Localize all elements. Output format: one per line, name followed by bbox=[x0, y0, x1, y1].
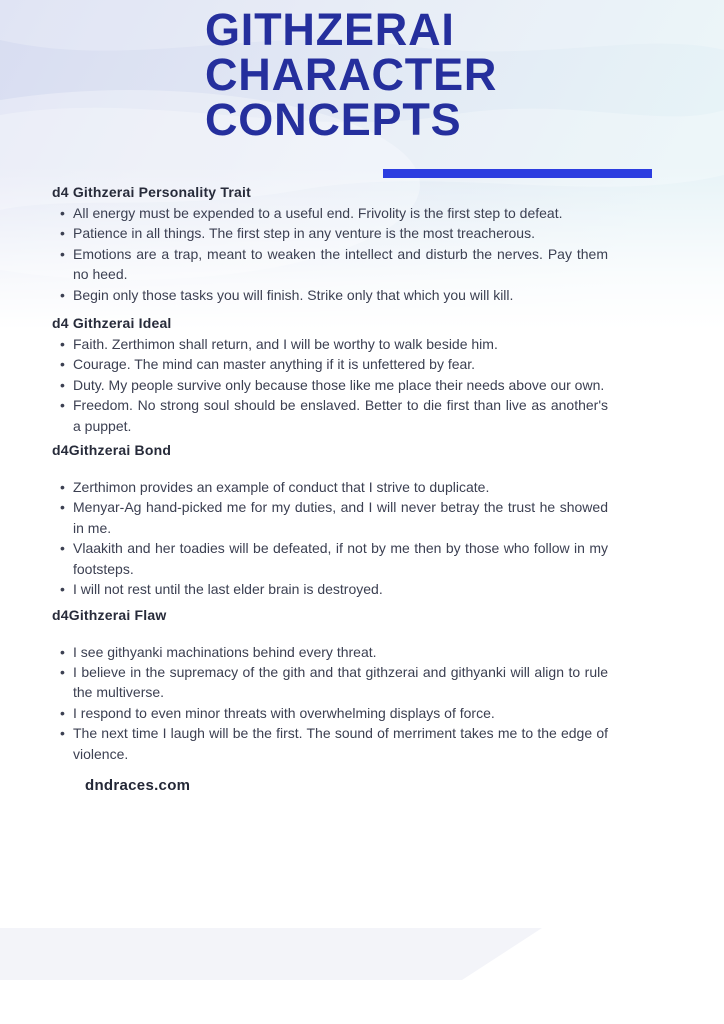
title-underline-bar bbox=[383, 169, 652, 178]
list-item: • Vlaakith and her toadies will be defeated, if not by me then by those who follow in my footsteps. bbox=[52, 538, 608, 579]
list-item: • Zerthimon provides an example of conduct that I strive to duplicate. bbox=[52, 477, 608, 497]
list-item: • I respond to even minor threats with overwhelming displays of force. bbox=[52, 703, 608, 723]
list-item: • Courage. The mind can master anything if it is unfettered by fear. bbox=[52, 354, 608, 374]
section-ideal bbox=[52, 313, 608, 436]
list-item: • Begin only those tasks you will finish. Strike only that which you will kill. bbox=[52, 285, 608, 305]
section-flaw bbox=[52, 605, 608, 764]
bullet-list-ideal bbox=[52, 334, 608, 436]
section-heading-bond: d4Githzerai Bond bbox=[52, 442, 172, 459]
bullet-list-bond bbox=[52, 477, 608, 599]
footer-brand: dndraces.com bbox=[85, 776, 191, 794]
section-heading-personality-trait: d4 Githzerai Personality Trait bbox=[52, 184, 251, 200]
bullet-list-flaw bbox=[52, 642, 608, 764]
document-content bbox=[52, 182, 608, 796]
list-item: • I see githyanki machinations behind every threat. bbox=[52, 642, 608, 662]
list-item: • I will not rest until the last elder brain is destroyed. bbox=[52, 579, 608, 599]
list-item: • Menyar-Ag hand-picked me for my duties, and I will never betray the trust he showed in me. bbox=[52, 497, 608, 538]
list-item: • Patience in all things. The first step in any venture is the most treacherous. bbox=[52, 223, 608, 243]
list-item: • The next time I laugh will be the first. The sound of merriment takes me to the edge of violence. bbox=[52, 723, 608, 764]
section-personality-trait bbox=[52, 182, 608, 305]
list-item: • Faith. Zerthimon shall return, and I will be worthy to walk beside him. bbox=[52, 334, 608, 354]
list-item: • Duty. My people survive only because those like me place their needs above our own. bbox=[52, 375, 608, 395]
list-item: • All energy must be expended to a useful end. Frivolity is the first step to defeat. bbox=[52, 203, 608, 223]
page-title bbox=[205, 4, 498, 145]
section-bond bbox=[52, 440, 608, 599]
page-title-line-1: GITHZERAI bbox=[205, 4, 455, 55]
bottom-accent-band bbox=[0, 928, 542, 980]
list-item: • Emotions are a trap, meant to weaken the intellect and disturb the nerves. Pay them no heed. bbox=[52, 244, 608, 285]
section-heading-flaw: d4Githzerai Flaw bbox=[52, 606, 167, 623]
page-title-line-2: CHARACTER bbox=[205, 49, 498, 100]
bullet-list-personality-trait bbox=[52, 203, 608, 305]
page-title-line-3: CONCEPTS bbox=[205, 94, 462, 145]
list-item: • Freedom. No strong soul should be enslaved. Better to die first than live as another's a puppet. bbox=[52, 395, 608, 436]
list-item: • I believe in the supremacy of the gith and that githzerai and githyanki will align to rule the multiverse. bbox=[52, 662, 608, 703]
section-heading-ideal: d4 Githzerai Ideal bbox=[52, 315, 172, 332]
